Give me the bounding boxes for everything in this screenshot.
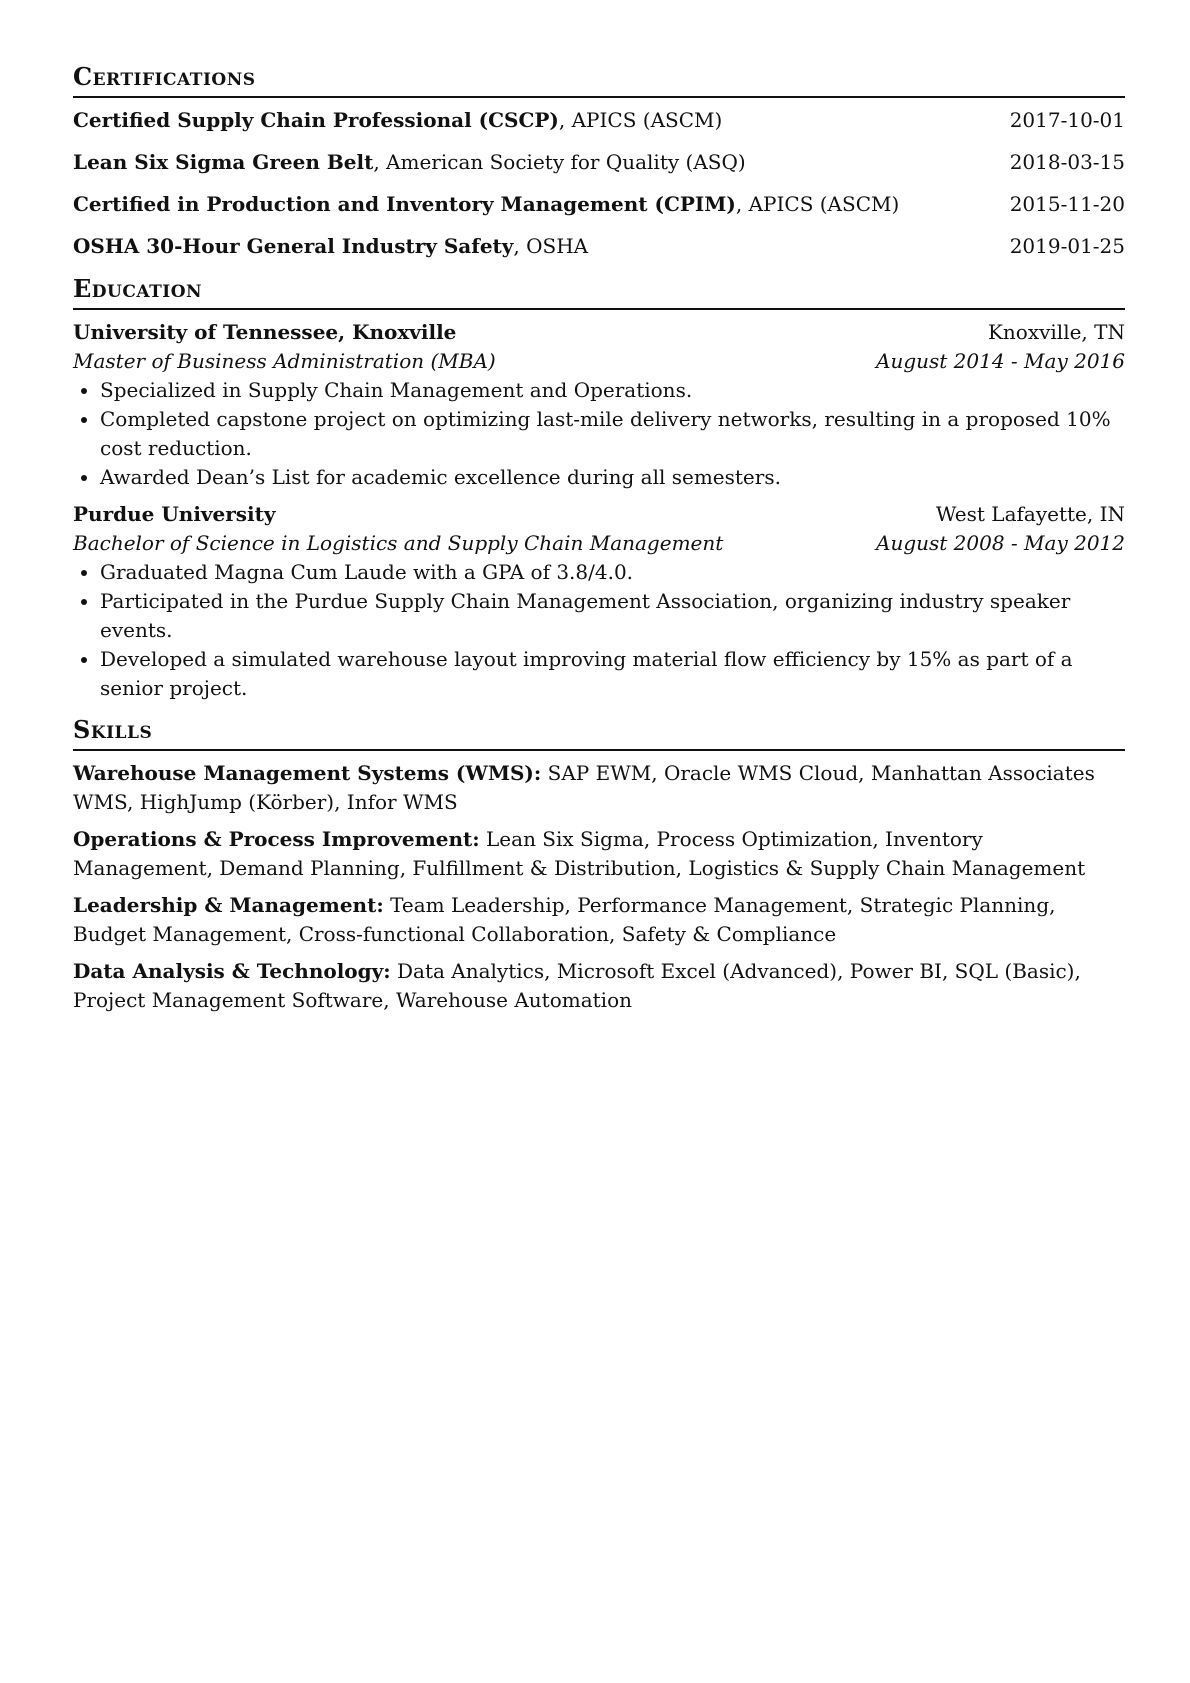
- section-divider: [73, 96, 1125, 98]
- cert-item: [73, 190, 1125, 219]
- resume-page: [73, 62, 1125, 1027]
- cert-date: 2017-10-01: [1009, 108, 1125, 132]
- cert-item: [73, 232, 1125, 261]
- section-divider: [73, 308, 1125, 310]
- cert-name: Certified Supply Chain Professional (CSCP): [73, 108, 559, 132]
- school-location: Knoxville, TN: [987, 320, 1125, 344]
- school-location: West Lafayette, IN: [935, 502, 1125, 526]
- education-item: [73, 318, 1125, 492]
- cert-issuer: , APICS (ASCM): [735, 192, 900, 216]
- cert-item: [73, 148, 1125, 177]
- section-title: Skills: [73, 715, 153, 744]
- skill-category: Leadership & Management:: [73, 893, 384, 917]
- skill-list: Data Analytics, Microsoft Excel (Advanced), Power BI, SQL (Basic), Project Management Software, Warehouse Automation: [73, 959, 1081, 1012]
- skills-section: [73, 715, 1125, 1015]
- bullet-item: • Developed a simulated warehouse layout improving material flow efficiency by 15% as part of a senior project.: [100, 645, 1125, 703]
- skill-item: [73, 957, 1125, 1015]
- skill-category: Operations & Process Improvement:: [73, 827, 480, 851]
- skill-item: [73, 825, 1125, 883]
- school-name: Purdue University: [73, 502, 276, 526]
- education-section: [73, 274, 1125, 703]
- cert-name: Lean Six Sigma Green Belt: [73, 150, 374, 174]
- degree: Bachelor of Science in Logistics and Supply Chain Management: [73, 531, 724, 555]
- degree: Master of Business Administration (MBA): [73, 349, 496, 373]
- bullet-list: [73, 558, 1125, 703]
- cert-issuer: , American Society for Quality (ASQ): [373, 150, 746, 174]
- education-item: [73, 500, 1125, 703]
- cert-issuer: , APICS (ASCM): [558, 108, 723, 132]
- skill-list: Lean Six Sigma, Process Optimization, Inventory Management, Demand Planning, Fulfillment & Distribution, Logistics & Supply Chain Management: [73, 827, 1086, 880]
- cert-date: 2018-03-15: [1009, 150, 1125, 174]
- bullet-list: [73, 376, 1125, 492]
- skill-list: Team Leadership, Performance Management, Strategic Planning, Budget Management, Cross-functional Collaboration, Safety & Compliance: [73, 893, 1056, 946]
- bullet-item: • Specialized in Supply Chain Management and Operations.: [100, 376, 1125, 405]
- skill-category: Warehouse Management Systems (WMS):: [73, 761, 542, 785]
- cert-name: Certified in Production and Inventory Management (CPIM): [73, 192, 736, 216]
- skill-item: [73, 891, 1125, 949]
- section-title: Education: [73, 274, 203, 303]
- bullet-item: • Completed capstone project on optimizing last-mile delivery networks, resulting in a proposed 10% cost reduction.: [100, 405, 1125, 463]
- skill-category: Data Analysis & Technology:: [73, 959, 391, 983]
- bullet-item: • Awarded Dean’s List for academic excellence during all semesters.: [100, 463, 1125, 492]
- cert-date: 2015-11-20: [1009, 192, 1125, 216]
- bullet-item: • Participated in the Purdue Supply Chain Management Association, organizing industry speaker events.: [100, 587, 1125, 645]
- dates: August 2014 - May 2016: [876, 349, 1125, 373]
- cert-date: 2019-01-25: [1009, 234, 1125, 258]
- skill-list: SAP EWM, Oracle WMS Cloud, Manhattan Associates WMS, HighJump (Körber), Infor WMS: [73, 761, 1095, 814]
- bullet-item: • Graduated Magna Cum Laude with a GPA of 3.8/4.0.: [100, 558, 1125, 587]
- cert-item: [73, 106, 1125, 135]
- section-title: Certifications: [73, 62, 256, 91]
- cert-name: OSHA 30-Hour General Industry Safety: [73, 234, 514, 258]
- cert-issuer: , OSHA: [513, 234, 589, 258]
- skill-item: [73, 759, 1125, 817]
- dates: August 2008 - May 2012: [876, 531, 1125, 555]
- section-divider: [73, 749, 1125, 751]
- certifications-section: [73, 62, 1125, 261]
- school-name: University of Tennessee, Knoxville: [73, 320, 457, 344]
